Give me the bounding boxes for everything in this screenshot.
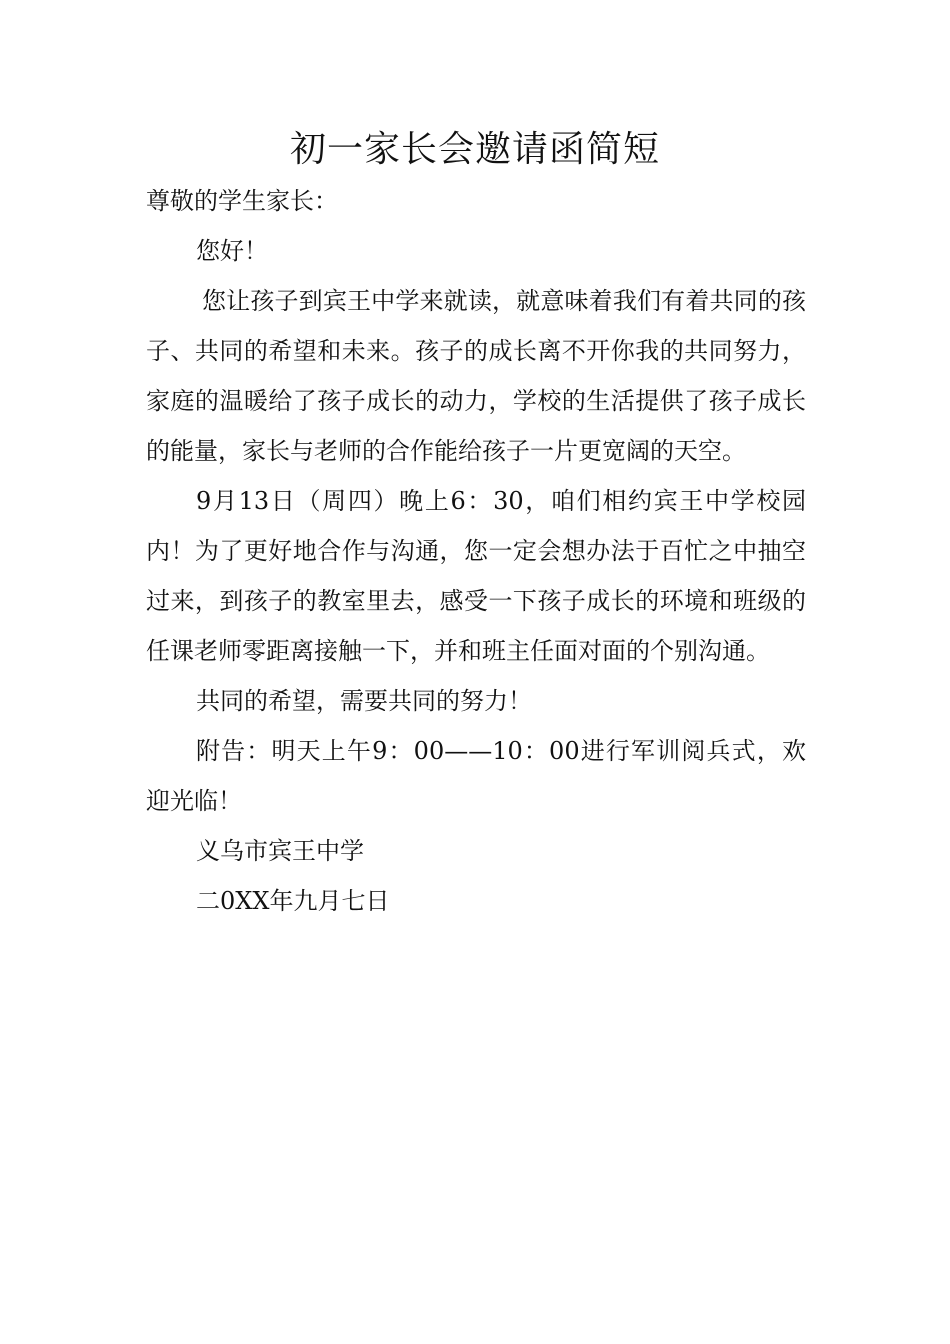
letter-body bbox=[146, 176, 806, 926]
signature: 义乌市宾王中学 bbox=[196, 837, 364, 865]
paragraph-intro: 您让孩子到宾王中学来就读，就意味着我们有着共同的孩子、共同的希望和未来。孩子的成长离不开你我的共同努力，家庭的温暖给了孩子成长的动力，学校的生活提供了孩子成长的能量，家长与老师的合作能给孩子一片更宽阔的天空。 bbox=[146, 287, 806, 465]
paragraph-meeting-details: 9月13日（周四）晚上6：30，咱们相约宾王中学校园内！为了更好地合作与沟通，您一定会想办法于百忙之中抽空过来，到孩子的教室里去，感受一下孩子成长的环境和班级的任课老师零距离接触一下，并和班主任面对面的个别沟通。 bbox=[146, 487, 806, 665]
greeting: 您好！ bbox=[196, 237, 268, 265]
letter-date: 二0XX年九月七日 bbox=[196, 887, 390, 915]
paragraph-notice: 附告：明天上午9：00——10：00进行军训阅兵式，欢迎光临！ bbox=[146, 737, 806, 815]
salutation: 尊敬的学生家长： bbox=[146, 187, 338, 215]
paragraph-slogan: 共同的希望，需要共同的努力！ bbox=[196, 687, 532, 715]
document-title: 初一家长会邀请函简短 bbox=[289, 129, 660, 170]
